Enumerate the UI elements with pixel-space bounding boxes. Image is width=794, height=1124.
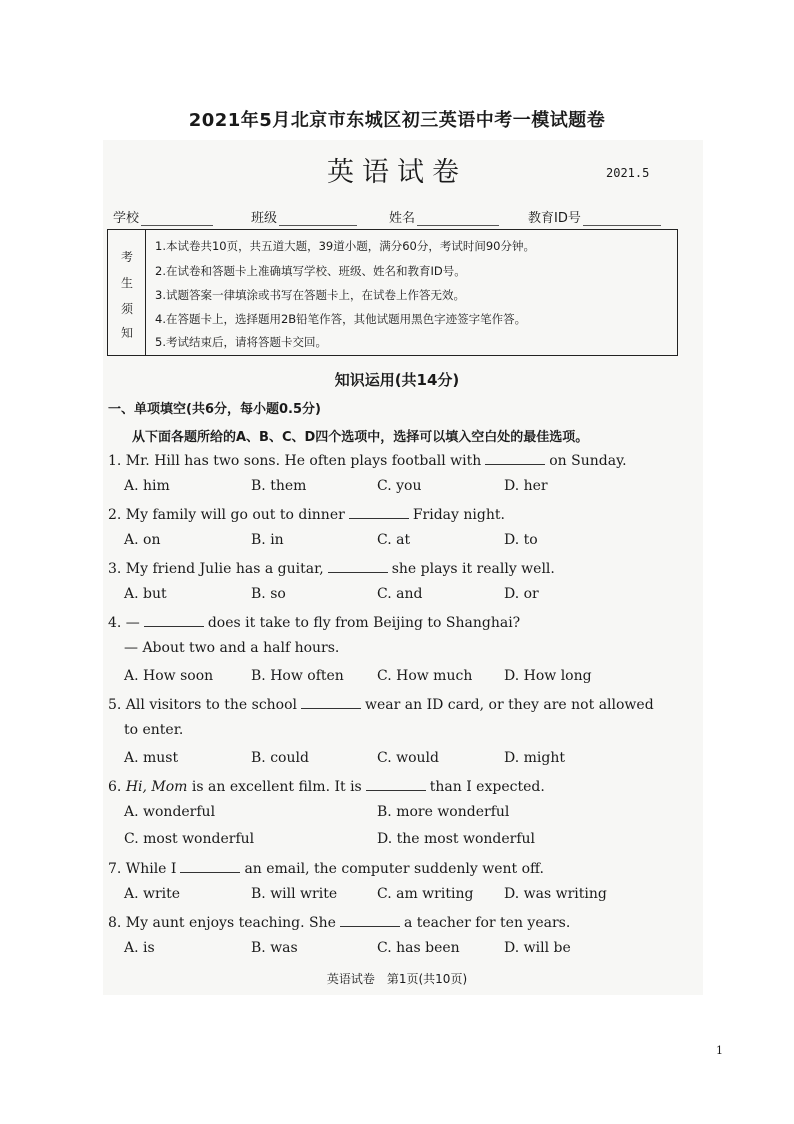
option-b: B. them xyxy=(251,478,307,494)
page-footer: 英语试卷 第1页(共10页) xyxy=(326,972,468,986)
option-b: B. more wonderful xyxy=(377,804,510,820)
notice-item: 1.本试卷共10页，共五道大题，39道小题，满分60分，考试时间90分钟。 xyxy=(155,239,536,253)
notice-item: 5.考试结束后，请将答题卡交回。 xyxy=(155,335,327,349)
answer-blank xyxy=(180,859,240,873)
question-4-answer-line: — About two and a half hours. xyxy=(124,640,340,656)
question-stem: 4. — xyxy=(108,615,140,631)
option-d: D. will be xyxy=(504,940,571,956)
notice-label-char: 生 xyxy=(120,276,133,290)
exam-notice-box xyxy=(107,229,678,356)
question-7 xyxy=(108,859,544,877)
option-a: A. on xyxy=(124,532,161,548)
question-number: 6. xyxy=(108,779,122,795)
question-stem: 8. My aunt enjoys teaching. She xyxy=(108,915,336,931)
info-field-education-id xyxy=(528,207,661,226)
instruction-text: 从下面各题所给的A、B、C、D四个选项中，选择可以填入空白处的最佳选项。 xyxy=(132,430,589,445)
question-stem: 3. My friend Julie has a guitar, xyxy=(108,561,324,577)
option-a: A. write xyxy=(124,886,181,902)
part-title: 一、单项填空(共6分，每小题0.5分) xyxy=(108,402,321,417)
question-5 xyxy=(108,695,654,713)
option-d: D. was writing xyxy=(504,886,607,902)
info-field-label: 姓名 xyxy=(389,211,416,226)
question-stem-end: a teacher for ten years. xyxy=(403,915,571,931)
option-b: B. How often xyxy=(251,668,344,684)
option-b: B. so xyxy=(251,586,286,602)
info-field-name xyxy=(389,207,499,226)
option-b: B. in xyxy=(251,532,284,548)
option-d: D. to xyxy=(504,532,538,548)
option-c: C. you xyxy=(377,478,422,494)
option-b: B. was xyxy=(251,940,298,956)
info-field-line xyxy=(279,211,357,226)
question-stem: 7. While I xyxy=(108,861,177,877)
film-title: Hi, Mom xyxy=(125,779,188,795)
option-c: C. and xyxy=(377,586,423,602)
option-a: A. How soon xyxy=(124,668,214,684)
option-c: C. How much xyxy=(377,668,473,684)
option-a: A. but xyxy=(124,586,167,602)
option-c: C. most wonderful xyxy=(124,831,255,847)
option-a: A. wonderful xyxy=(124,804,216,820)
info-field-line xyxy=(417,211,499,226)
option-d: D. her xyxy=(504,478,548,494)
info-field-label: 学校 xyxy=(113,211,140,226)
question-stem: 2. My family will go out to dinner xyxy=(108,507,345,523)
info-field-line xyxy=(583,211,661,226)
question-1 xyxy=(108,451,627,469)
option-b: B. could xyxy=(251,750,309,766)
section-title: 知识运用(共14分) xyxy=(334,371,460,389)
question-6 xyxy=(108,777,545,795)
option-a: A. must xyxy=(124,750,179,766)
option-b: B. will write xyxy=(251,886,338,902)
answer-blank xyxy=(328,559,388,573)
question-4 xyxy=(108,613,520,631)
notice-label-char: 考 xyxy=(120,250,133,264)
notice-label-char: 须 xyxy=(120,302,133,316)
question-stem-end: does it take to fly from Beijing to Shanghai? xyxy=(207,615,521,631)
info-field-class xyxy=(251,207,357,226)
info-field-line xyxy=(141,211,213,226)
option-c: C. am writing xyxy=(377,886,474,902)
answer-blank xyxy=(144,613,204,627)
option-d: D. might xyxy=(504,750,565,766)
question-stem-end: on Sunday. xyxy=(549,453,627,469)
answer-blank xyxy=(366,777,426,791)
option-c: C. would xyxy=(377,750,439,766)
option-a: A. is xyxy=(124,940,155,956)
option-c: C. has been xyxy=(377,940,460,956)
answer-blank xyxy=(340,913,400,927)
question-8 xyxy=(108,913,570,931)
option-d: D. or xyxy=(504,586,539,602)
answer-blank xyxy=(485,451,545,465)
question-stem-end: Friday night. xyxy=(412,507,505,523)
option-a: A. him xyxy=(124,478,170,494)
notice-label-column xyxy=(108,230,146,355)
question-stem: 1. Mr. Hill has two sons. He often plays football with xyxy=(108,453,482,469)
notice-item: 2.在试卷和答题卡上准确填写学校、班级、姓名和教育ID号。 xyxy=(155,264,466,278)
question-3 xyxy=(108,559,555,577)
notice-label-char: 知 xyxy=(120,326,133,340)
answer-blank xyxy=(301,695,361,709)
question-5-continuation: to enter. xyxy=(124,722,184,738)
option-d: D. How long xyxy=(504,668,592,684)
question-stem-end: an email, the computer suddenly went off. xyxy=(244,861,544,877)
notice-item: 3.试题答案一律填涂或书写在答题卡上，在试卷上作答无效。 xyxy=(155,288,465,302)
question-stem-end: than I expected. xyxy=(429,779,545,795)
answer-blank xyxy=(349,505,409,519)
info-field-label: 教育ID号 xyxy=(528,211,581,226)
question-stem-end: wear an ID card, or they are not allowed xyxy=(365,697,654,713)
option-c: C. at xyxy=(377,532,411,548)
question-2 xyxy=(108,505,505,523)
info-field-label: 班级 xyxy=(251,211,278,226)
exam-date: 2021.5 xyxy=(606,166,650,180)
question-stem: is an excellent film. It is xyxy=(191,779,362,795)
question-stem: 5. All visitors to the school xyxy=(108,697,298,713)
option-d: D. the most wonderful xyxy=(377,831,536,847)
notice-item: 4.在答题卡上，选择题用2B铅笔作答，其他试题用黑色字迹签字笔作答。 xyxy=(155,312,527,326)
question-stem-end: she plays it really well. xyxy=(391,561,555,577)
exam-title: 英语试卷 xyxy=(327,157,467,188)
info-field-school xyxy=(113,207,213,226)
page-number: 1 xyxy=(716,1044,723,1057)
document-title: 2021年5月北京市东城区初三英语中考一模试题卷 xyxy=(188,110,606,131)
